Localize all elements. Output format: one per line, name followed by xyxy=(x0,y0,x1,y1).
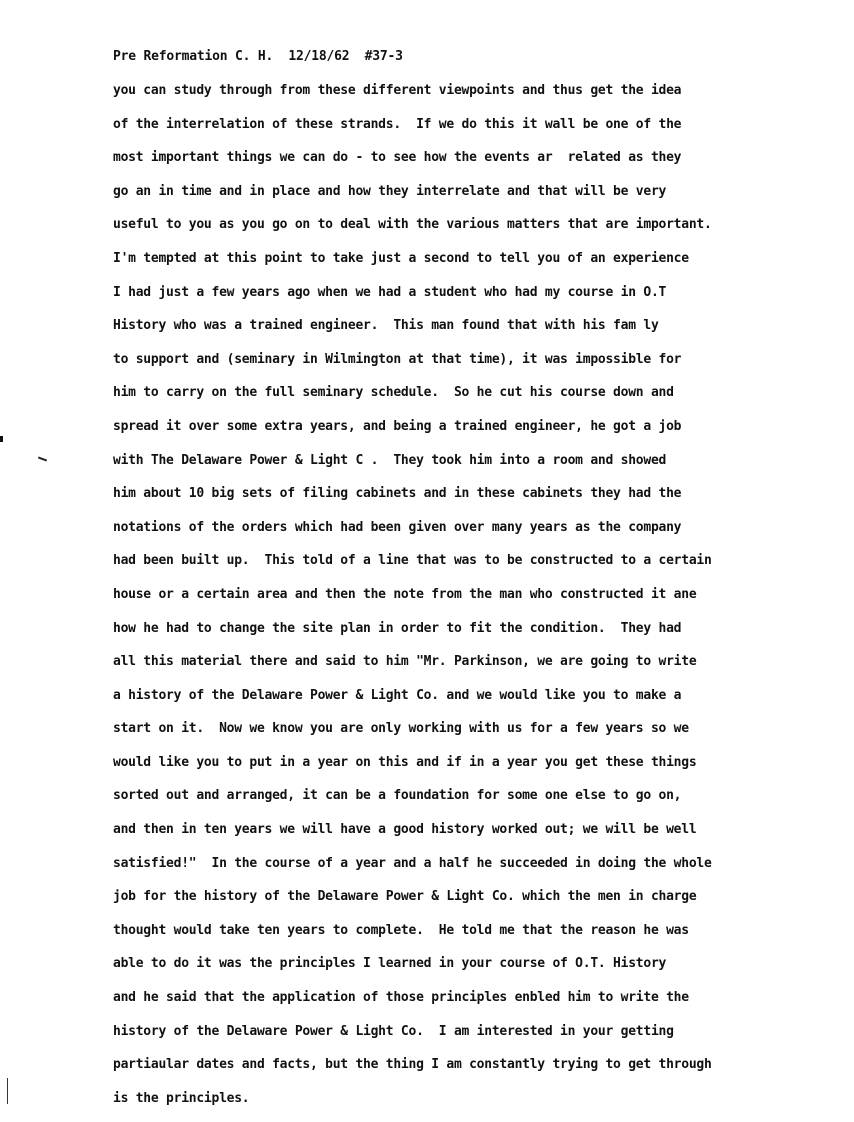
text-line: thought would take ten years to complete. He told me that the reason he was xyxy=(113,922,689,938)
text-line: useful to you as you go on to deal with the various matters that are important. xyxy=(113,217,712,233)
text-line: sorted out and arranged, it can be a foundation for some one else to go on, xyxy=(113,788,682,804)
margin-mark xyxy=(0,436,3,442)
text-line: spread it over some extra years, and being a trained engineer, he got a job xyxy=(113,418,682,434)
text-line: I had just a few years ago when we had a student who had my course in O.T xyxy=(113,284,667,300)
text-line: go an in time and in place and how they interrelate and that will be very xyxy=(113,183,667,199)
text-line: how he had to change the site plan in order to fit the condition. They had xyxy=(113,620,682,636)
text-line: all this material there and said to him "Mr. Parkinson, we are going to write xyxy=(113,654,697,670)
text-line: and then in ten years we will have a good history worked out; we will be well xyxy=(113,822,697,838)
text-line: him about 10 big sets of filing cabinets and in these cabinets they had the xyxy=(113,486,682,502)
body-text xyxy=(113,81,813,1122)
text-line: notations of the orders which had been given over many years as the company xyxy=(113,519,682,535)
text-line: is the principles. xyxy=(113,1090,250,1106)
text-line: house or a certain area and then the note from the man who constructed it ane xyxy=(113,586,697,602)
text-line: able to do it was the principles I learned in your course of O.T. History xyxy=(113,956,667,972)
text-line: satisfied!" In the course of a year and a half he succeeded in doing the whole xyxy=(113,855,712,871)
text-line: a history of the Delaware Power & Light Co. and we would like you to make a xyxy=(113,687,682,703)
margin-mark xyxy=(7,1078,8,1104)
text-line: of the interrelation of these strands. If we do this it wall be one of the xyxy=(113,116,682,132)
text-line: history of the Delaware Power & Light Co. I am interested in your getting xyxy=(113,1023,674,1039)
text-line: had been built up. This told of a line that was to be constructed to a certain xyxy=(113,553,712,569)
text-line: History who was a trained engineer. This man found that with his fam ly xyxy=(113,318,659,334)
text-line: him to carry on the full seminary schedule. So he cut his course down and xyxy=(113,385,674,401)
text-line: you can study through from these different viewpoints and thus get the idea xyxy=(113,83,682,98)
text-line: start on it. Now we know you are only working with us for a few years so we xyxy=(113,721,689,737)
text-line: partiaular dates and facts, but the thing I am constantly trying to get through xyxy=(113,1057,712,1073)
text-line: job for the history of the Delaware Power & Light Co. which the men in charge xyxy=(113,889,697,905)
text-line: most important things we can do - to see how the events ar related as they xyxy=(113,150,682,166)
text-line: and he said that the application of those principles enbled him to write the xyxy=(113,990,689,1006)
text-line: with The Delaware Power & Light C . They took him into a room and showed xyxy=(113,452,667,468)
text-line: to support and (seminary in Wilmington at that time), it was impossible for xyxy=(113,351,682,367)
text-line: would like you to put in a year on this and if in a year you get these things xyxy=(113,754,697,770)
margin-mark xyxy=(38,457,47,462)
page-header: Pre Reformation C. H. 12/18/62 #37-3 xyxy=(113,49,403,64)
text-line: I'm tempted at this point to take just a second to tell you of an experience xyxy=(113,250,689,266)
